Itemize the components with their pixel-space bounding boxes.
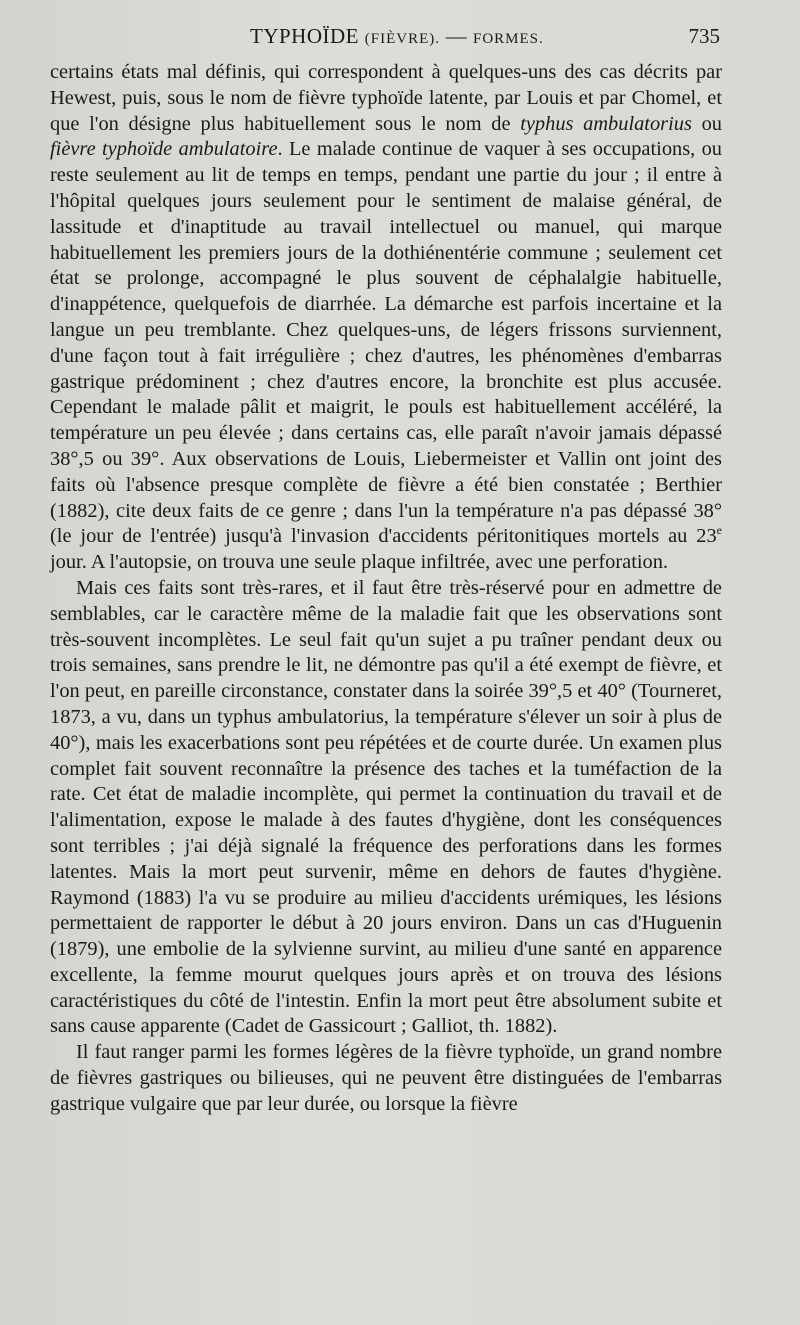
- paragraph: [50, 1040, 722, 1117]
- paragraph-text: ou: [691, 112, 722, 135]
- running-title-section: FORMES.: [473, 31, 544, 47]
- running-title-main: TYPHOÏDE: [250, 24, 359, 48]
- page-number: 735: [688, 24, 720, 48]
- running-title-paren: (FIÈVRE).: [364, 31, 440, 47]
- running-head: [50, 20, 720, 56]
- paragraph: [50, 60, 722, 576]
- running-title: [250, 24, 544, 49]
- paragraph-text: . Le malade continue de vaquer à ses occupations, ou reste seulement au lit de temps en temps, pendant une partie du jour ; il entre à l'hôpital quelques jours seulement pour le sentiment de malaise général, de lassitude et d'inaptitude au travail intellectuel ou manuel, qui marque habituellement les premiers jours de la dothiénentérie commune ; seulement cet état se prolonge, accompagné le plus souvent de céphalalgie habituelle, d'inappétence, quelquefois de diarrhée. La démarche est parfois incertaine et la langue un peu tremblante. Chez quelques-uns, de légers frissons surviennent, d'une façon tout à fait irrégulière ; chez d'autres, les phénomènes d'embarras gastrique prédominent ; chez d'autres encore, la bronchite est plus accusée. Cependant le malade pâlit et maigrit, le pouls est habituellement accéléré, la température un peu élevée ; dans certains cas, elle paraît n'avoir jamais dépassé 38°,5 ou 39°. Aux observations de Louis, Liebermeister et Vallin ont joint des faits où l'absence presque complète de fièvre a été bien constatée ; Berthier (1882), cite deux faits de ce genre ; dans l'un la température n'a pas dépassé 38° (le jour de l'entrée) jusqu'à l'invasion d'accidents péritonitiques mortels au 23: [50, 138, 722, 548]
- italic-text: fièvre typhoïde ambulatoire: [50, 138, 278, 161]
- paragraph: [50, 576, 722, 1040]
- running-title-dash: —: [445, 24, 468, 48]
- paragraph-text: jour. A l'autopsie, on trouva une seule plaque infiltrée, avec une perforation.: [50, 551, 669, 574]
- superscript-text: e: [716, 523, 722, 538]
- body-text: [50, 60, 722, 1118]
- paragraph-text: Il faut ranger parmi les formes légères de la fièvre typhoïde, un grand nombre de fièvres gastriques ou bilieuses, qui ne peuvent être distinguées de l'embarras gastrique vulgaire que par leur durée, ou lorsque la fièvre: [50, 1041, 722, 1115]
- paragraph-text: certains états mal définis, qui correspondent à quelques-uns des cas décrits par Hewest, puis, sous le nom de fièvre typhoïde latente, par Louis et par Chomel, et que l'on désigne plus habituellement sous le nom de: [50, 61, 722, 135]
- italic-text: typhus ambulatorius: [520, 112, 692, 135]
- paragraph-text: Mais ces faits sont très-rares, et il faut être très-réservé pour en admettre de semblables, car le caractère même de la maladie fait que les observations sont très-souvent incomplètes. Le seul fait qu'un sujet a pu traîner pendant deux ou trois semaines, sans prendre le lit, ne démontre pas qu'il a été exempt de fièvre, et l'on peut, en pareille circonstance, constater dans la soirée 39°,5 et 40° (Tourneret, 1873, a vu, dans un typhus ambulatorius, la température s'élever un soir à plus de 40°), mais les exacerbations sont peu répétées et de courte durée. Un examen plus complet fait souvent reconnaître la présence des taches et la tuméfaction de la rate. Cet état de maladie incomplète, qui permet la continuation du travail et de l'alimentation, expose le malade à des fautes d'hygiène, dont les conséquences sont terribles ; j'ai déjà signalé la fréquence des perforations dans les formes latentes. Mais la mort peut survenir, même en dehors de fautes d'hygiène. Raymond (1883) l'a vu se produire au milieu d'accidents urémiques, les lésions permettaient de rapporter le début à 20 jours environ. Dans un cas d'Huguenin (1879), une embolie de la sylvienne survint, au milieu d'une santé en apparence excellente, la femme mourut quelques jours après et on trouva des lésions caractéristiques du côté de l'intestin. Enfin la mort peut être absolument subite et sans cause apparente (Cadet de Gassicourt ; Galliot, th. 1882).: [50, 576, 722, 1038]
